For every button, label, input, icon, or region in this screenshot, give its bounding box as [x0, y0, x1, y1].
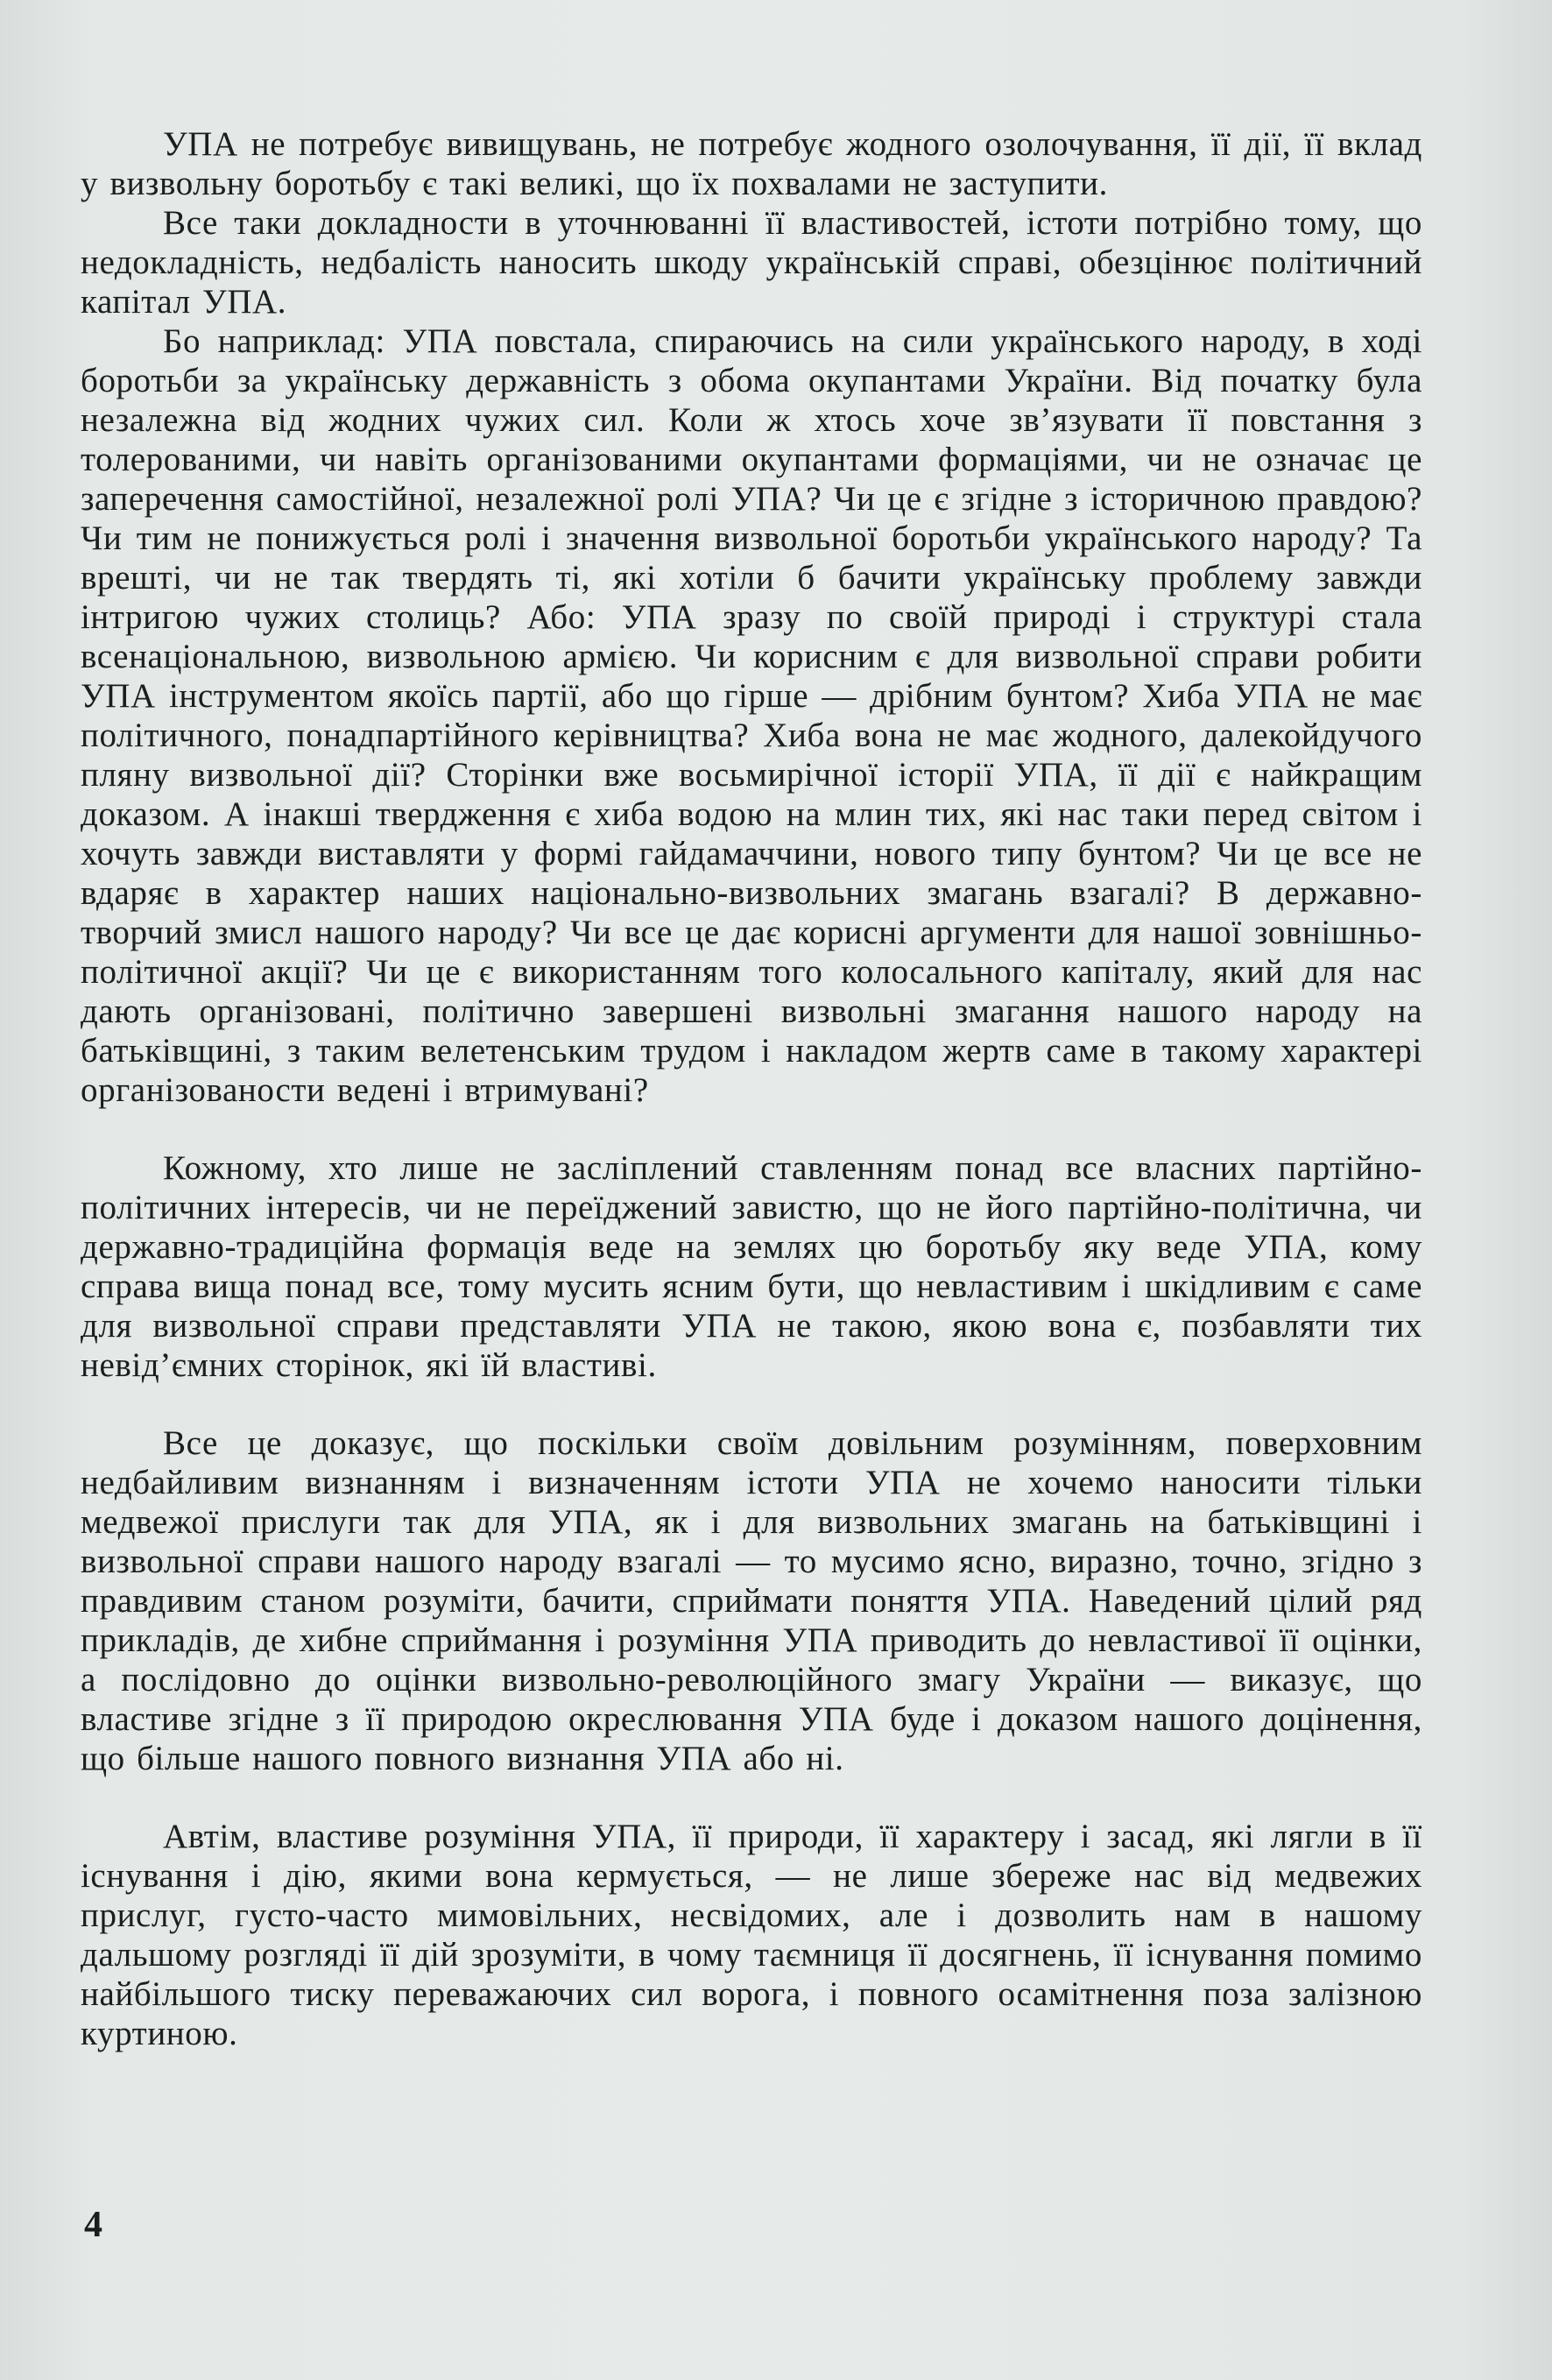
body-text [81, 124, 1422, 2053]
page-number: 4 [84, 2205, 102, 2245]
paragraph-4: Кожному, хто лише не засліплений ставленням понад все власних партійно-політичних інтересів, чи не переїджений завистю, що не його партійно-політична, чи державно-традиційна формація веде на землях цю боротьбу яку веде УПА, кому справа вища понад все, тому мусить ясним бути, що невластивим і шкідливим є саме для визвольної справи представляти УПА не такою, якою вона є, позбавляти тих невід’ємних сторінок, які їй властиві. [81, 1149, 1422, 1384]
paragraph-6: Автім, властиве розуміння УПА, її природи, її характеру і засад, які лягли в її існування і дію, якими вона кермується, — не лише збереже нас від медвежих прислуг, густо-часто мимовільних, несвідомих, але і дозволить нам в нашому дальшому розгляді її дій зрозуміти, в чому таємниця її досягнень, її існування помимо найбільшого тиску переважаючих сил ворога, і повного осамітнення поза залізною куртиною. [81, 1818, 1422, 2052]
paragraph-2: Все таки докладности в уточнюванні її властивостей, істоти потрібно тому, що недокладність, недбалість наносить шкоду українській справі, обезцінює політичний капітал УПА. [81, 204, 1422, 321]
paragraph-5: Все це доказує, що поскільки своїм довільним розумінням, поверховним недбайливим визнанням і визначенням істоти УПА не хочемо наносити тільки медвежої прислуги так для УПА, як і для визвольних змагань на батьківщині і визвольної справи нашого народу взагалі — то мусимо ясно, виразно, точно, згідно з правдивим станом розуміти, бачити, сприймати поняття УПА. Наведений цілий ряд прикладів, де хибне сприймання і розуміння УПА приводить до невластивої її оцінки, а послідовно до оцінки визвольно-революційного змагу України — виказує, що властиве згідне з її природою окреслювання УПА буде і доказом нашого доцінення, що більше нашого повного визнання УПА або ні. [81, 1424, 1422, 1777]
paragraph-3: Бо наприклад: УПА повстала, спираючись на сили українського народу, в ході боротьби за українську державність з обома окупантами України. Від початку була незалежна від жодних чужих сил. Коли ж хтось хоче зв’язувати її повстання з толерованими, чи навіть організованими окупантами формаціями, чи не означає це заперечення самостійної, незалежної ролі УПА? Чи це є згідне з історичною правдою? Чи тим не понижується ролі і значення визвольної боротьби українського народу? Та врешті, чи не так твердять ті, які хотіли б бачити українську проблему завжди інтригою чужих столиць? Або: УПА зразу по своїй природі і структурі стала всенаціональною, визвольною армією. Чи корисним є для визвольної справи робити УПА інструментом якоїсь партії, або що гірше — дрібним бунтом? Хиба УПА не має політичного, понадпартійного керівництва? Хиба вона не має жодного, далекойдучого пляну визвольної дії? Сторінки вже восьмирічної історії УПА, її дії є найкращим доказом. А інакші твердження є хиба водою на млин тих, які нас таки перед світом і хочуть завжди виставляти у формі гайдамаччини, нового типу бунтом? Чи це все не вдаряє в характер наших національно-визвольних змагань взагалі? В державно-творчий змисл нашого народу? Чи все це дає корисні аргументи для нашої зовнішньо-політичної акції? Чи це є використанням того колосального капіталу, який для нас дають організовані, політично завершені визвольні змагання нашого народу на батьківщині, з таким велетенським трудом і накладом жертв саме в такому характері організованости ведені і втримувані? [81, 322, 1422, 1109]
paragraph-1: УПА не потребує вивищувань, не потребує жодного озолочування, її дії, її вклад у визвольну боротьбу є такі великі, що їх похвалами не заступити. [81, 125, 1422, 202]
